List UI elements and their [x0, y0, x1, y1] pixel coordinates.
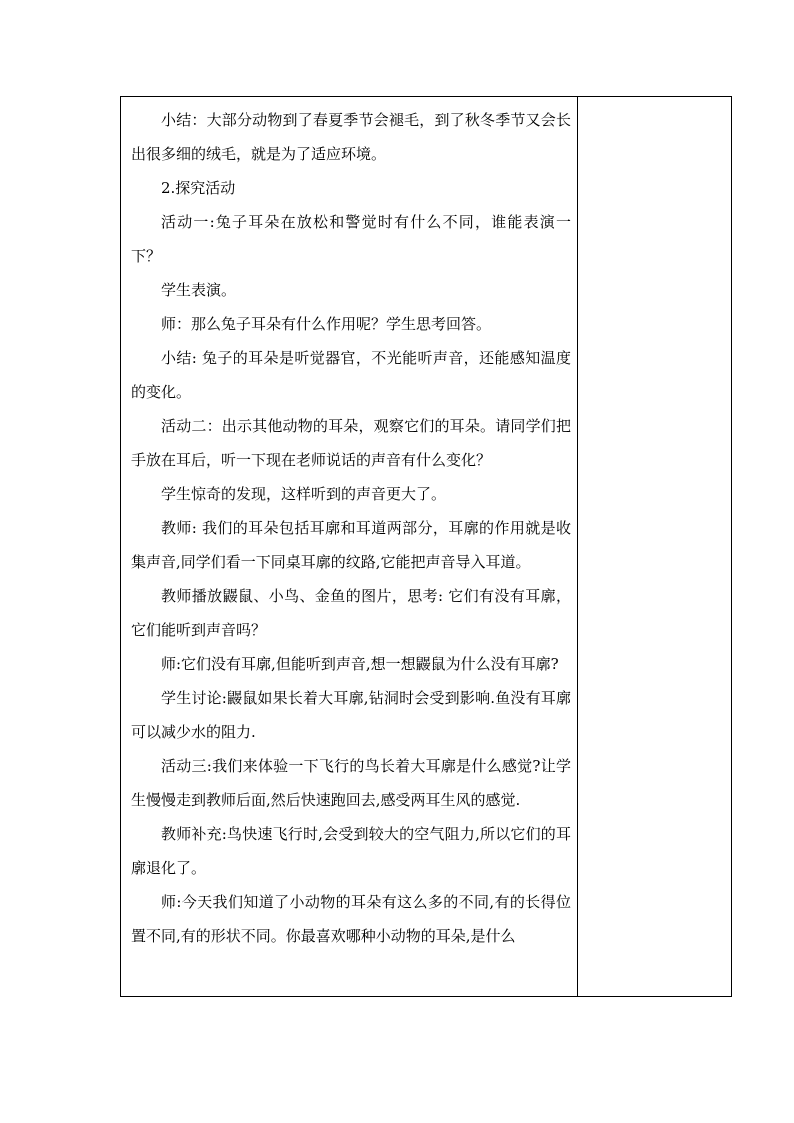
paragraph-activity-one: 活动一:兔子耳朵在放松和警觉时有什么不同，谁能表演一下？: [131, 213, 571, 265]
lesson-table: [120, 96, 732, 997]
paragraph-teacher-question: 师：那么兔子耳朵有什么作用呢？学生思考回答。: [161, 315, 492, 333]
paragraph-activity-three: 活动三:我们来体验一下飞行的鸟长着大耳廓是什么感觉?让学生慢慢走到教师后面,然后快速跑回去,感受两耳生风的感觉.: [131, 757, 571, 809]
paragraph-teacher-mole: 师:它们没有耳廓,但能听到声音,想一想鼹鼠为什么没有耳廓?: [161, 655, 559, 673]
lesson-content-cell: [121, 97, 578, 996]
paragraph-summary-rabbit-ear: 小结: 兔子的耳朵是听觉器官，不光能听声音，还能感知温度的变化。: [131, 349, 571, 401]
paragraph-teacher-explanation: 教师: 我们的耳朵包括耳廓和耳道两部分，耳廓的作用就是收集声音,同学们看一下同桌耳廓的纹路,它能把声音导入耳道。: [131, 519, 571, 571]
paragraph-student-performance: 学生表演。: [161, 281, 237, 299]
paragraph-summary-fur: 小结：大部分动物到了春夏季节会褪毛，到了秋冬季节又会长出很多细的绒毛，就是为了适应环境。: [131, 111, 571, 163]
paragraph-student-discussion: 学生讨论:鼹鼠如果长着大耳廓,钻洞时会受到影响.鱼没有耳廓可以减少水的阻力.: [131, 689, 571, 741]
notes-cell: [578, 97, 731, 996]
paragraph-teacher-pictures: 教师播放鼹鼠、小鸟、金鱼的图片，思考: 它们有没有耳廓，它们能听到声音吗？: [131, 587, 571, 639]
paragraph-heading-inquiry: 2.探究活动: [161, 179, 236, 197]
paragraph-student-discovery: 学生惊奇的发现，这样听到的声音更大了。: [161, 485, 447, 503]
paragraph-teacher-supplement: 教师补充:鸟快速飞行时,会受到较大的空气阻力,所以它们的耳廓退化了。: [131, 825, 571, 877]
paragraph-teacher-closing: 师:今天我们知道了小动物的耳朵有这么多的不同,有的长得位置不同,有的形状不同。你最喜欢哪种小动物的耳朵,是什么: [131, 893, 571, 945]
paragraph-activity-two: 活动二：出示其他动物的耳朵，观察它们的耳朵。请同学们把手放在耳后，听一下现在老师说话的声音有什么变化？: [131, 417, 571, 469]
